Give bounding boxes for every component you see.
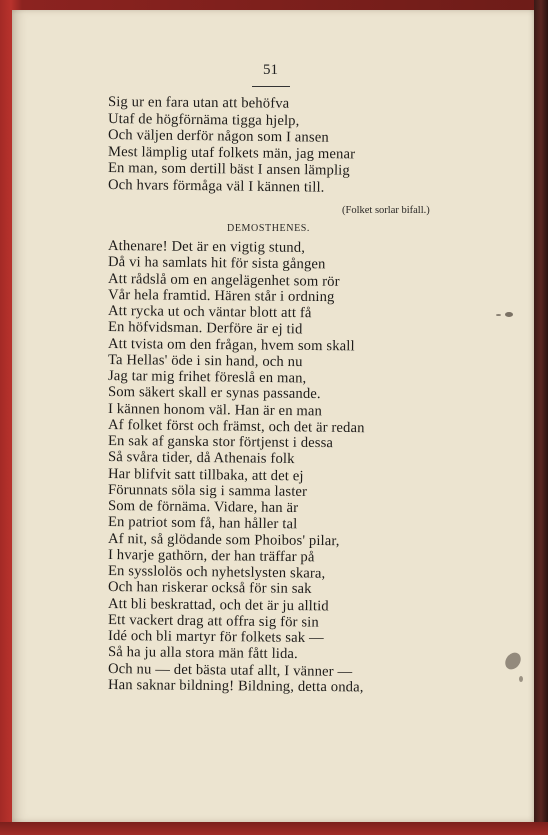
verse-line: Mest lämplig utaf folkets män, jag menar [107,143,356,163]
verse-line: Och han riskerar också för sin sak [107,579,312,598]
book-spine-shadow [534,0,548,835]
verse-line: Och nu — det bästa utaf allt, I vänner — [107,660,353,680]
ink-speck [505,312,513,317]
ink-speck [496,314,501,316]
verse-line: Ett vackert drag att offra sig för sin [107,611,319,631]
verse-line: I kännen honom väl. Han är en man [107,400,323,419]
verse-line: Som de förnäma. Vidare, han är [107,498,299,517]
verse-line: Sig ur en fara utan att behöfva [107,94,290,112]
page-number: 51 [263,62,278,78]
verse-line: Då vi ha samlats hit för sista gången [107,254,326,273]
verse-line: En man, som dertill bäst I ansen lämplig [107,160,350,180]
verse-line: Af nit, så glödande som Phoibos' pilar, [107,530,340,549]
verse-line: Idé och bli martyr för folkets sak — [107,628,324,647]
verse-line: Utaf de högförnäma tigga hjelp, [107,110,300,129]
verse-line: Att rycka ut och väntar blott att få [107,303,312,322]
verse-line: Som säkert skall er synas passande. [107,384,321,403]
verse-line: Förunnats söla sig i samma laster [107,481,308,500]
verse-line: Jag tar mig frihet föreslå en man, [107,368,307,387]
page-number-rule [252,86,290,87]
verse-line: Och hvars förmåga väl I kännen till. [107,177,325,196]
verse-line: En höfvidsman. Derföre är ej tid [107,319,303,338]
verse-line: Att rådslå om en angelägenhet som rör [107,270,340,290]
book-cover-bottom [0,822,548,835]
verse-line: Han saknar bildning! Bildning, detta onda, [107,676,364,696]
verse-line: Athenare! Det är en vigtig stund, [107,238,306,256]
speaker-name: DEMOSTHENES. [227,223,311,234]
verse-line: Har blifvit satt tillbaka, att det ej [107,465,304,484]
verse-line: En sak af ganska stor förtjenst i dessa [107,433,334,452]
verse-line: Att bli beskrattad, och det är ju alltid [107,595,329,614]
stage-direction: (Folket sorlar bifall.) [342,205,430,216]
verse-line: Af folket först och främst, och det är redan [107,416,365,436]
ink-speck [519,676,523,682]
verse-line: Så svåra tider, då Athenais folk [107,449,295,468]
verse-line: Och väljen derför någon som I ansen [107,127,329,146]
verse-line: Så ha ju alla stora män fått lida. [107,644,298,663]
verse-line: I hvarje gathörn, der han träffar på [107,546,315,566]
verse-line: Ta Hellas' öde i sin hand, och nu [107,351,303,370]
verse-line: Vår hela framtid. Hären står i ordning [107,286,335,305]
verse-line: En patriot som få, han håller tal [107,514,298,533]
verse-line: En sysslolös och nyhetslysten skara, [107,563,326,582]
verse-line: Att tvista om den frågan, hvem som skall [107,335,355,354]
